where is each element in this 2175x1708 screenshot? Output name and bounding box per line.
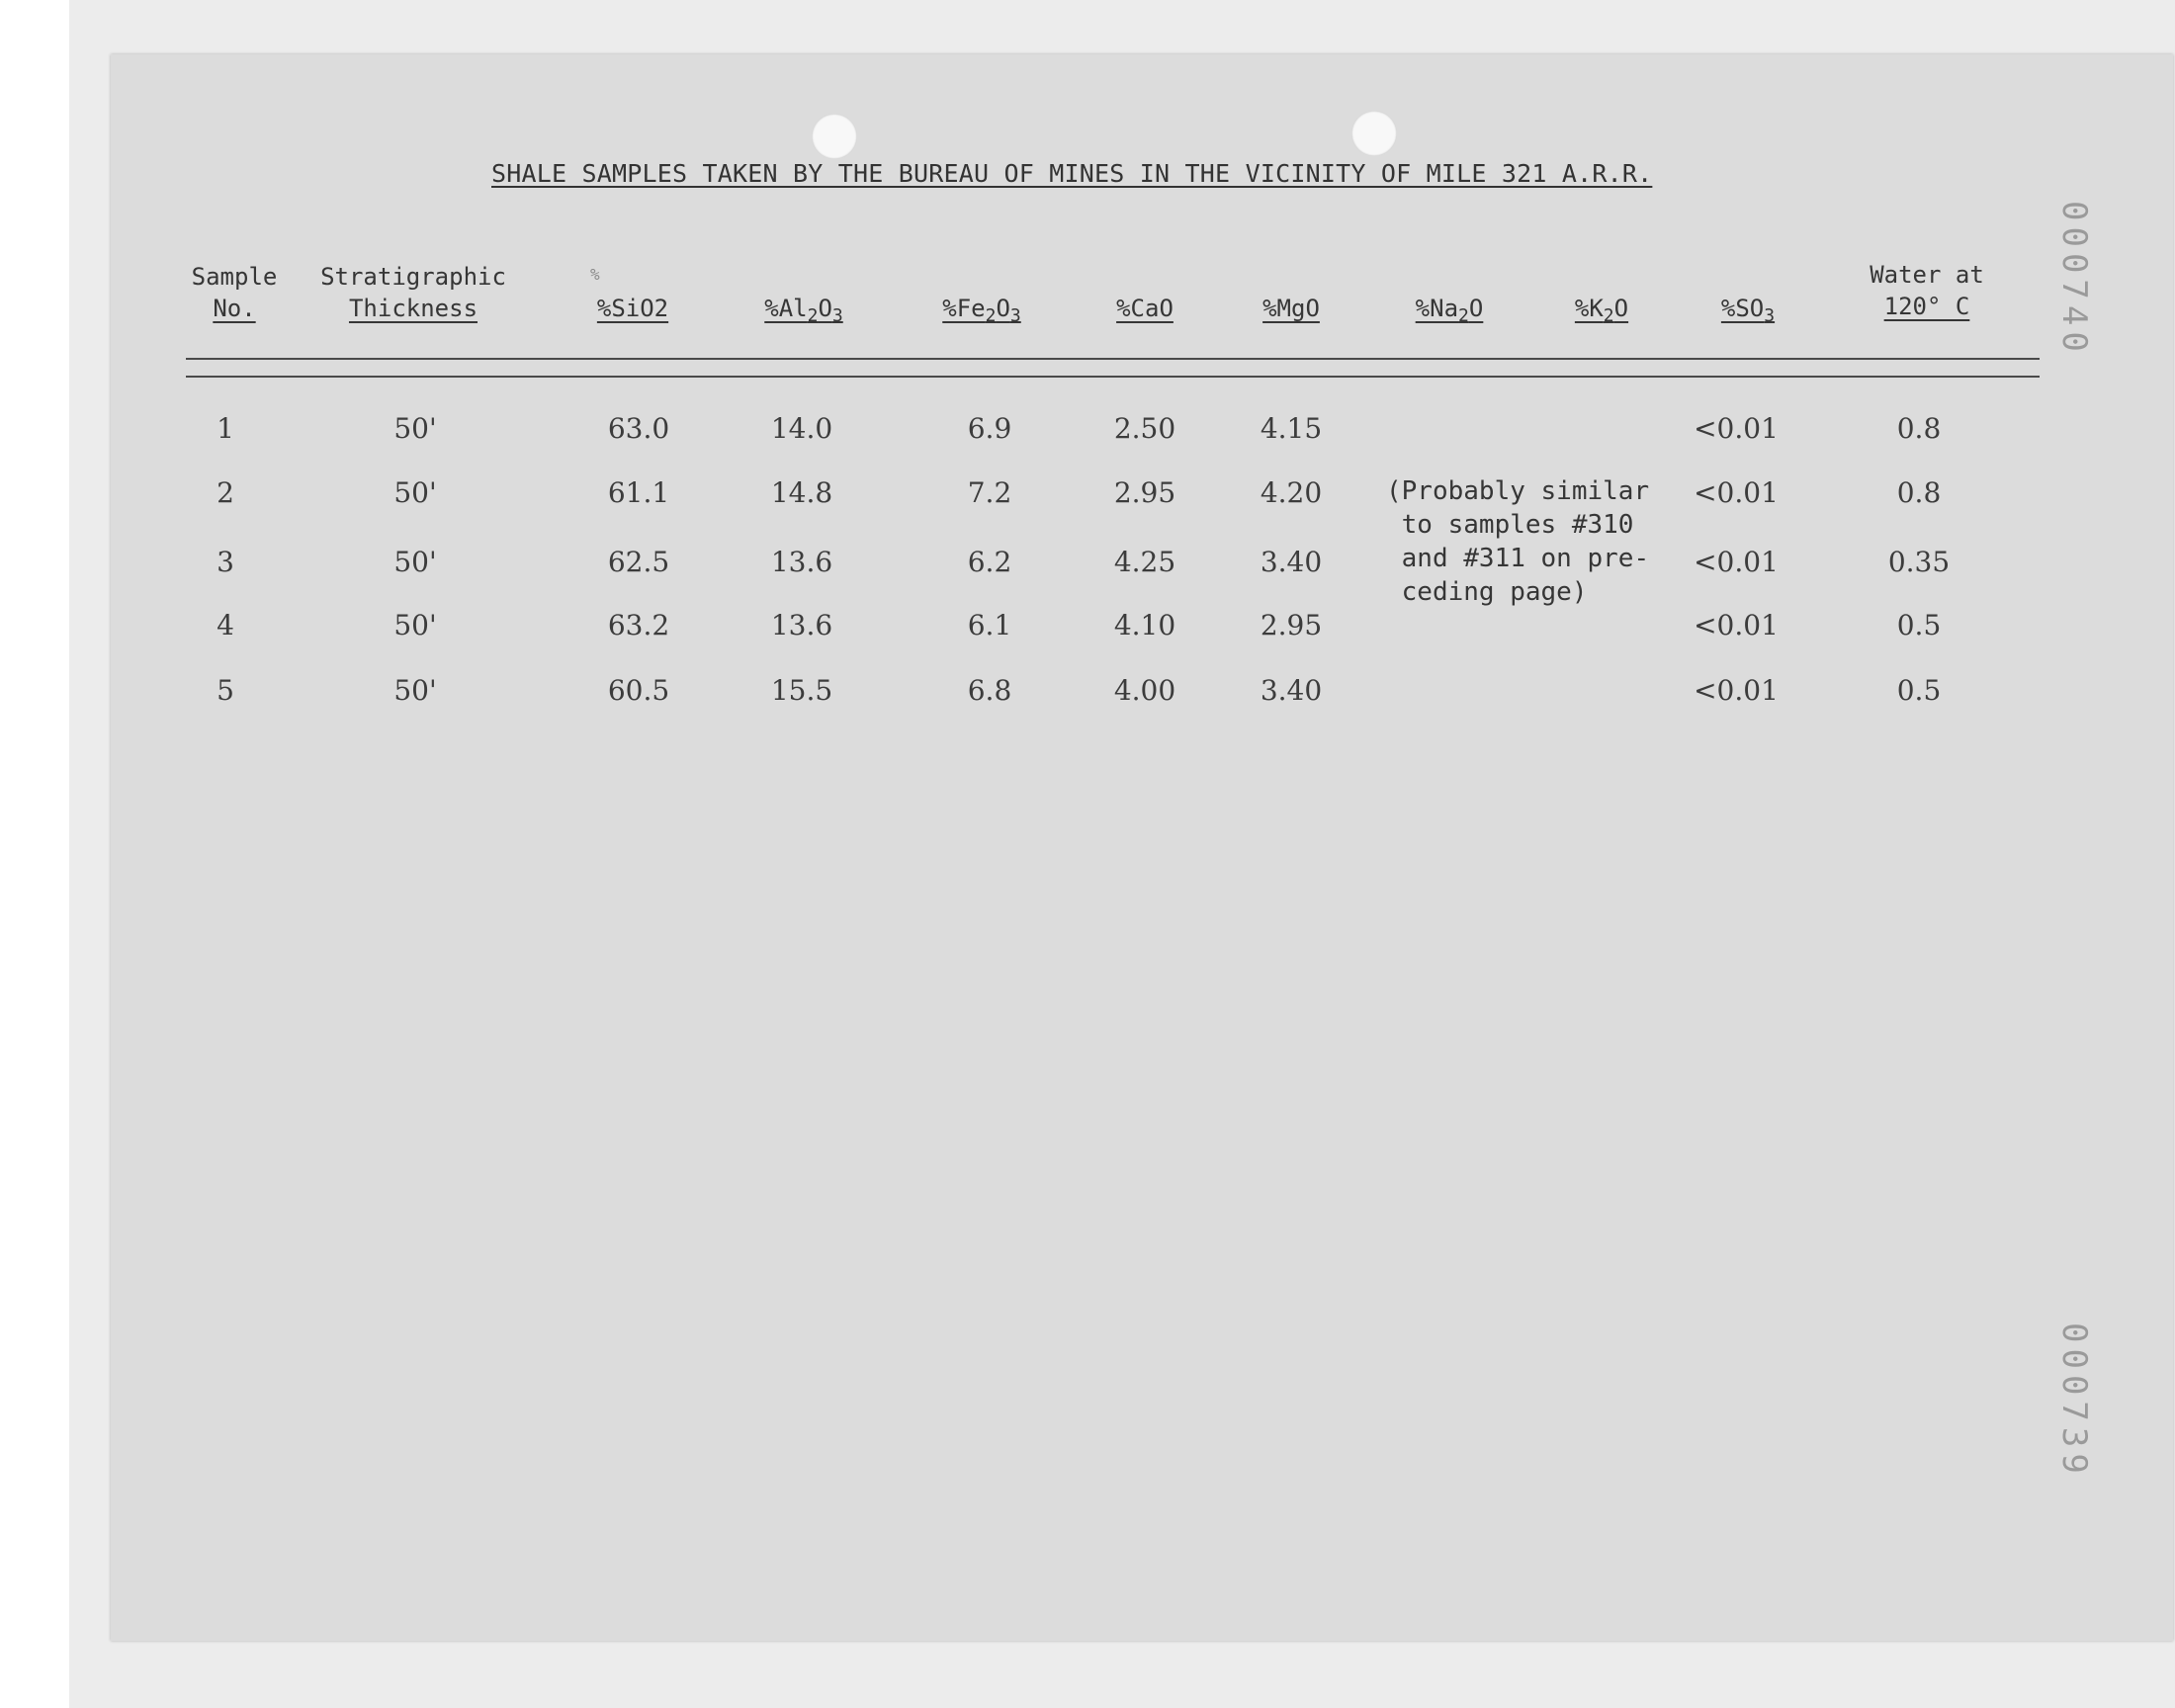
header-thickness-line2: Thickness <box>348 295 478 322</box>
header-sio2-label: %SiO2 <box>596 295 669 322</box>
fe2o3-mid: O <box>996 295 1010 322</box>
header-rule-top <box>186 358 2040 360</box>
so3-sub1: 3 <box>1764 305 1776 326</box>
header-al2o3 <box>749 293 858 332</box>
header-thickness <box>314 261 512 324</box>
cell-water: 0.5 <box>1896 609 1942 641</box>
cell-mgo: 2.95 <box>1260 609 1323 641</box>
cell-cao: 4.00 <box>1113 674 1176 707</box>
cell-sio2: 61.1 <box>607 476 670 509</box>
cell-fe2o3: 6.1 <box>967 609 1012 641</box>
cell-water: 0.8 <box>1896 476 1942 509</box>
punch-hole-left <box>812 114 857 159</box>
cell-fe2o3: 6.2 <box>967 546 1012 578</box>
header-na2o <box>1402 293 1497 332</box>
header-water-line2: 120° C <box>1883 293 1970 320</box>
header-mgo <box>1252 293 1331 324</box>
cell-so3: <0.01 <box>1694 609 1779 641</box>
cell-thickness: 50' <box>393 609 437 641</box>
page-title: SHALE SAMPLES TAKEN BY THE BUREAU OF MINES IN THE VICINITY OF MILE 321 A.R.R. <box>491 159 1653 188</box>
al2o3-mid: O <box>818 295 832 322</box>
cell-sio2: 63.0 <box>607 412 670 445</box>
cell-mgo: 3.40 <box>1260 546 1323 578</box>
cell-no: 1 <box>217 412 234 445</box>
header-cao <box>1105 293 1184 324</box>
header-water-line1: Water at <box>1870 261 1984 289</box>
punch-hole-right <box>1351 111 1397 156</box>
header-fe2o3 <box>927 293 1036 332</box>
al2o3-sub2: 3 <box>831 305 843 326</box>
stamp-page-number-top: 000740 <box>2054 201 2094 358</box>
cell-al2o3: 15.5 <box>770 674 833 707</box>
cell-sio2: 60.5 <box>607 674 670 707</box>
cell-thickness: 50' <box>393 674 437 707</box>
cell-so3: <0.01 <box>1694 674 1779 707</box>
header-mgo-label: %MgO <box>1262 295 1320 322</box>
header-sample-line1: Sample <box>191 263 278 291</box>
cell-al2o3: 13.6 <box>770 546 833 578</box>
cell-water: 0.5 <box>1896 674 1942 707</box>
pencil-mark: % <box>590 265 600 284</box>
cell-so3: <0.01 <box>1694 546 1779 578</box>
cell-no: 3 <box>217 546 234 578</box>
header-rule-bottom <box>186 376 2040 378</box>
cell-mgo: 3.40 <box>1260 674 1323 707</box>
header-sample-no <box>182 261 287 324</box>
cell-thickness: 50' <box>393 476 437 509</box>
header-sample-line2: No. <box>213 295 256 322</box>
cell-mgo: 4.15 <box>1260 412 1323 445</box>
cell-so3: <0.01 <box>1694 412 1779 445</box>
cell-fe2o3: 6.8 <box>967 674 1012 707</box>
al2o3-sub1: 2 <box>807 305 819 326</box>
left-margin <box>0 0 69 1708</box>
cell-water: 0.8 <box>1896 412 1942 445</box>
so3-pre: %SO <box>1720 295 1765 322</box>
header-thickness-line1: Stratigraphic <box>320 263 506 291</box>
k2o-pre: %K <box>1574 295 1604 322</box>
na2o-k2o-note: (Probably similar to samples #310 and #311 on pre- ceding page) <box>1386 476 1650 607</box>
k2o-mid: O <box>1613 295 1629 322</box>
header-k2o <box>1566 293 1637 332</box>
cell-cao: 4.10 <box>1113 609 1176 641</box>
k2o-sub1: 2 <box>1603 305 1614 326</box>
cell-cao: 2.50 <box>1113 412 1176 445</box>
na2o-mid: O <box>1468 295 1484 322</box>
cell-fe2o3: 6.9 <box>967 412 1012 445</box>
cell-cao: 4.25 <box>1113 546 1176 578</box>
cell-cao: 2.95 <box>1113 476 1176 509</box>
header-so3 <box>1710 293 1785 332</box>
stamp-page-number-bottom: 000739 <box>2054 1323 2094 1480</box>
cell-thickness: 50' <box>393 412 437 445</box>
cell-thickness: 50' <box>393 546 437 578</box>
cell-no: 5 <box>217 674 234 707</box>
header-cao-label: %CaO <box>1116 295 1174 322</box>
cell-water: 0.35 <box>1887 546 1951 578</box>
cell-no: 2 <box>217 476 234 509</box>
cell-no: 4 <box>217 609 234 641</box>
na2o-pre: %Na <box>1415 295 1459 322</box>
cell-sio2: 62.5 <box>607 546 670 578</box>
cell-al2o3: 14.8 <box>770 476 833 509</box>
cell-fe2o3: 7.2 <box>967 476 1012 509</box>
fe2o3-pre: %Fe <box>942 295 986 322</box>
cell-so3: <0.01 <box>1694 476 1779 509</box>
cell-mgo: 4.20 <box>1260 476 1323 509</box>
fe2o3-sub2: 3 <box>1009 305 1021 326</box>
fe2o3-sub1: 2 <box>985 305 997 326</box>
al2o3-pre: %Al <box>764 295 808 322</box>
cell-sio2: 63.2 <box>607 609 670 641</box>
cell-al2o3: 14.0 <box>770 412 833 445</box>
header-sio2 <box>588 293 677 324</box>
cell-al2o3: 13.6 <box>770 609 833 641</box>
header-water <box>1859 259 1995 322</box>
na2o-sub1: 2 <box>1458 305 1469 326</box>
